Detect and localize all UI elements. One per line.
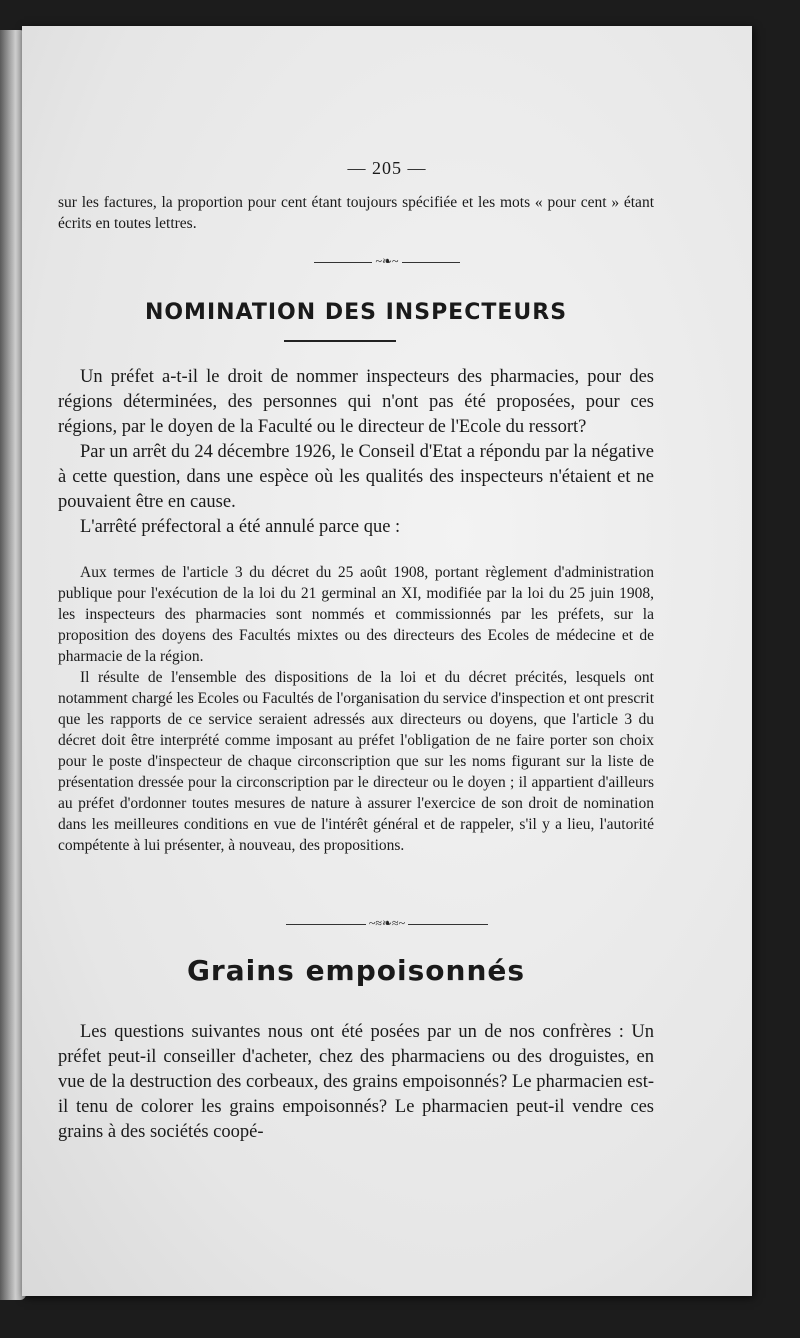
quote-paragraph-1: Aux termes de l'article 3 du décret du 25 août 1908, portant règlement d'administration publique pour l'exécution de la loi du 21 germinal an XI, modifiée par la loi du 25 juin 1908, les inspecteurs des pharmacies sont nommés et commissionnés par les préfets, sur la proposition des doyens des Facultés mixtes ou des directeurs des Ecoles de médecine et de pharmacie de la région. (58, 564, 654, 665)
paragraph-arret: Par un arrêt du 24 décembre 1926, le Conseil d'Etat a répondu par la négative à cette question, dans une espèce où les qualités des inspecteurs n'étaient et ne pouvaient être en cause. (58, 442, 654, 512)
ornament-line-right (402, 262, 460, 263)
page-number: — 205 — (347, 158, 427, 178)
paragraph-grains: Les questions suivantes nous ont été posées par un de nos confrères : Un préfet peut-il conseiller d'acheter, chez des pharmaciens ou des droguistes, en vue de la destruction des corbeaux, des grains empoisonnés? Le pharmacien est-il tenu de colorer les grains empoisonnés? Le pharmacien peut-il vendre ces grains à des sociétés coopé- (58, 1022, 654, 1142)
large-ornament (22, 916, 752, 931)
quoted-decision (58, 562, 654, 856)
section1-body (58, 365, 654, 540)
section-title-grains: Grains empoisonnés (186, 954, 526, 987)
ornament-glyph: ~≈❧≈~ (368, 916, 406, 930)
document-page (22, 26, 752, 1296)
ornament-line-left (314, 262, 372, 263)
section2-body (58, 1020, 654, 1145)
paragraph-annulation: L'arrêté préfectoral a été annulé parce que : (80, 517, 401, 537)
small-ornament (22, 254, 752, 269)
ornament-glyph: ~❧~ (375, 254, 399, 268)
quote-paragraph-2: Il résulte de l'ensemble des dispositions de la loi et du décret précités, lesquels ont notamment chargé les Ecoles ou Facultés de l'organisation du service d'inspection et ont prescrit que les rapports de ce service seraient adressés aux directeurs ou doyens, que l'article 3 du décret doit être interprété comme imposant au préfet l'obligation de ne faire porter son choix pour le poste d'inspecteur de chaque circonscription que sur les noms figurant sur la liste de présentation dressée pour la circonscription par le directeur ou le doyen ; il appartient d'ailleurs au préfet d'ordonner toutes mesures de nature à assurer l'exercice de son droit de nomination dans les meilleures conditions en vue de l'intérêt général et de rappeler, s'il y a lieu, l'autorité compétente à lui présenter, à nouveau, des propositions. (58, 669, 655, 854)
section-title-nomination: NOMINATION DES INSPECTEURS (144, 300, 568, 325)
title-underline (284, 340, 396, 342)
ornament-line-left (286, 924, 366, 925)
intro-paragraph (58, 192, 654, 234)
paragraph-question: Un préfet a-t-il le droit de nommer inspecteurs des pharmacies, pour des régions déterminées, des personnes qui n'ont pas été proposées, pour ces régions, par le doyen de la Faculté ou le directeur de l'Ecole du ressort? (58, 367, 654, 437)
ornament-line-right (408, 924, 488, 925)
intro-text: sur les factures, la proportion pour cent étant toujours spécifiée et les mots « pour cent » étant écrits en toutes lettres. (58, 194, 654, 232)
